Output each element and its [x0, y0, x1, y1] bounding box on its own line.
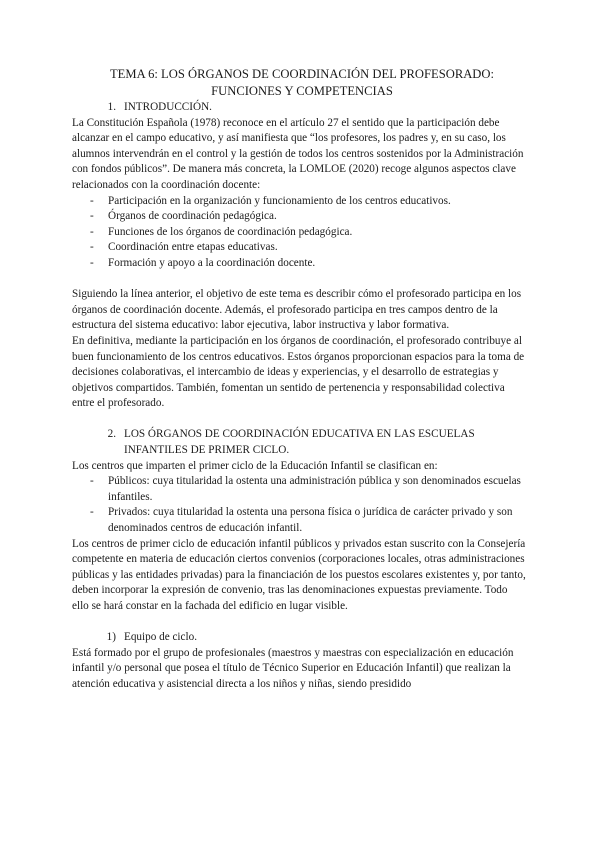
- section-2-number: 2.: [107, 428, 116, 441]
- dash-bullet: -: [90, 506, 94, 519]
- list-item: - Privados: cuya titularidad la ostenta una persona física o jurídica de carácter privado y son denominados centros de educación infantil.: [72, 505, 526, 536]
- list-item: - Públicos: cuya titularidad la ostenta una administración pública y son denominados escuelas infantiles.: [72, 474, 526, 505]
- paragraph-classification: Los centros que imparten el primer ciclo de la Educación Infantil se clasifican en:: [72, 459, 438, 472]
- centre-types-list: [72, 474, 526, 536]
- paragraph-equipo-ciclo: Está formado por el grupo de profesionales (maestros y maestras con especialización en educación infantil y/o personal que posea el título de Técnico Superior en Educación Infantil) que realizan la atención educativa y asistencial directa a los niños y niñas, siendo presidido: [72, 646, 514, 690]
- spacer: [72, 272, 526, 288]
- subsection-1-title: Equipo de ciclo.: [124, 631, 198, 644]
- dash-bullet: -: [90, 241, 94, 254]
- dash-bullet: -: [90, 225, 94, 238]
- list-item: - Participación en la organización y funcionamiento de los centros educativos.: [72, 194, 526, 210]
- subsection-1-heading: [72, 630, 526, 646]
- spacer: [72, 412, 526, 428]
- title-line-1: TEMA 6: LOS ÓRGANOS DE COORDINACIÓN DEL PROFESORADO:: [109, 67, 495, 81]
- list-item: - Órganos de coordinación pedagógica.: [72, 209, 526, 225]
- list-item: - Formación y apoyo a la coordinación docente.: [72, 256, 526, 272]
- paragraph-conclusion: En definitiva, mediante la participación en los órganos de coordinación, el profesorado contribuye al buen funcionamiento de los centros educativos. Estos órganos proporcionan espacios para la toma de decisiones colaborativas, el intercambio de ideas y experiencias, y el desarrollo de estrategias y objetivos compartidos. También, fomentan un sentido de pertenencia y responsabilidad colectiva entre el profesorado.: [72, 334, 525, 410]
- list-item: - Coordinación entre etapas educativas.: [72, 240, 526, 256]
- lomloe-aspects-list: [72, 194, 526, 272]
- subsection-1-number: 1): [106, 631, 116, 644]
- dash-bullet: -: [90, 256, 94, 269]
- section-1-title: INTRODUCCIÓN.: [124, 101, 212, 113]
- paragraph-intro: La Constitución Española (1978) reconoce en el artículo 27 el sentido que la participación debe alcanzar en el campo educativo, y así manifiesta que “los profesores, los padres y, en su caso, los alumnos intervendrán en el control y la gestión de todos los centros sostenidos por la Administración con fondos públicos”. De manera más concreta, la LOMLOE (2020) recoge algunos aspectos clave relacionados con la coordinación docente:: [72, 116, 524, 191]
- section-1-heading: [72, 100, 526, 116]
- list-item: - Funciones de los órganos de coordinación pedagógica.: [72, 225, 526, 241]
- section-2-heading: [88, 427, 526, 458]
- dash-bullet: -: [90, 210, 94, 223]
- dash-bullet: -: [90, 194, 94, 207]
- title-line-2: FUNCIONES Y COMPETENCIAS: [211, 84, 393, 98]
- paragraph-convenios: Los centros de primer ciclo de educación infantil públicos y privados estan suscrito con la Consejería competente en materia de educación ciertos convenios (corporaciones locales, otras administraciones públicas y las entidades privadas) para la financiación de los puestos escolares existentes y, por tanto, deben incorporar la expresión de convenio, tras las denominaciones expuestas previamente. Todo ello se hará constar en la fachada del edificio en lugar visible.: [72, 537, 526, 612]
- section-1-number: 1.: [107, 101, 116, 113]
- document-title: [72, 66, 526, 100]
- spacer: [72, 615, 526, 631]
- paragraph-objective: Siguiendo la línea anterior, el objetivo de este tema es describir cómo el profesorado participa en los órganos de coordinación docente. Además, el profesorado participa en tres campos dentro de la estructura del sistema educativo: labor ejecutiva, labor instructiva y labor formativa.: [72, 288, 522, 332]
- dash-bullet: -: [90, 475, 94, 488]
- section-2-title: LOS ÓRGANOS DE COORDINACIÓN EDUCATIVA EN LAS ESCUELAS INFANTILES DE PRIMER CICLO.: [124, 428, 475, 457]
